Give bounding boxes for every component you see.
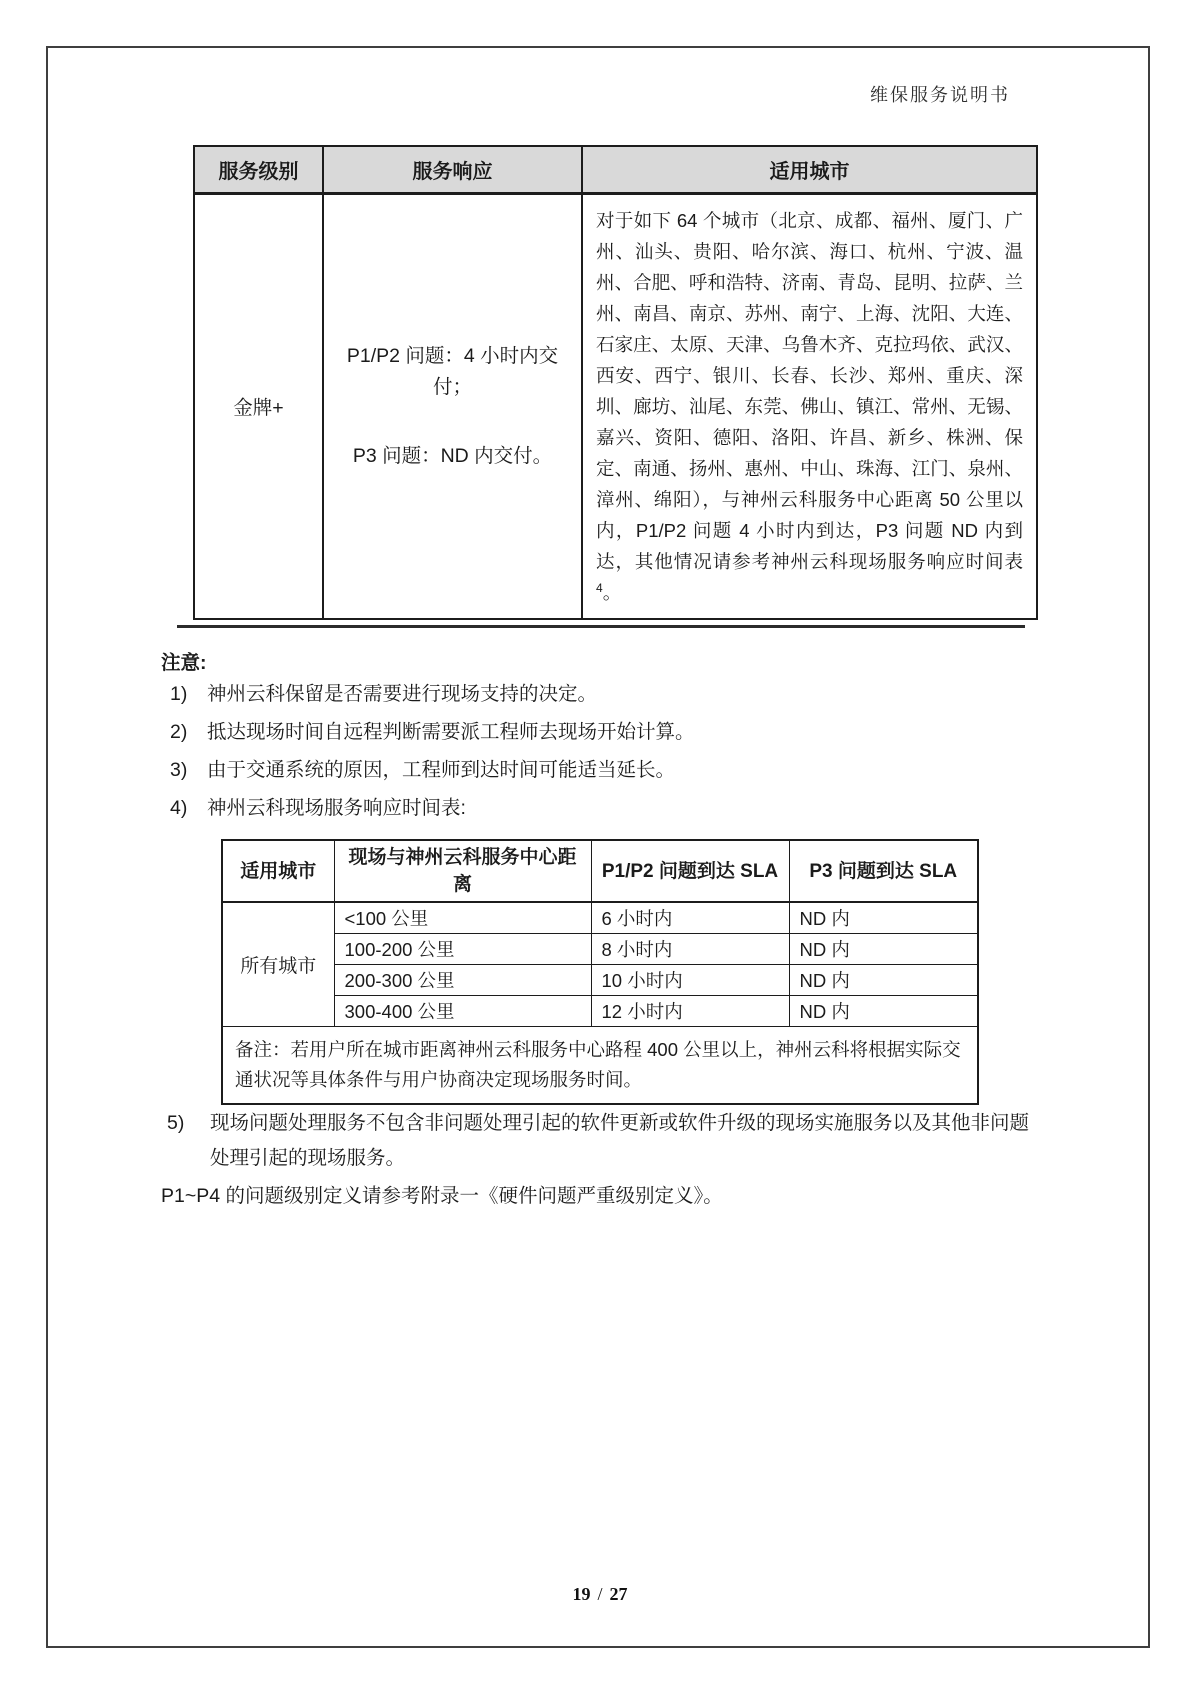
sla-remark-cell: 备注：若用户所在城市距离神州云科服务中心路程 400 公里以上，神州云科将根据实际交通状况等具体条件与用户协商决定现场服务时间。 xyxy=(222,1027,978,1105)
note-number: 5) xyxy=(167,1112,185,1134)
note-item-3 xyxy=(170,760,1070,781)
sla-table-row xyxy=(222,934,978,965)
service-level-table xyxy=(193,145,1038,620)
sla-table-header-row xyxy=(222,840,978,902)
document-header-title: 维保服务说明书 xyxy=(870,85,1010,105)
sla-p1p2-cell: 10 小时内 xyxy=(591,965,789,996)
notes-title: 注意: xyxy=(161,652,207,674)
note-text: 神州云科保留是否需要进行现场支持的决定。 xyxy=(207,683,598,705)
sla-p1p2-cell: 12 小时内 xyxy=(591,996,789,1027)
response-line-p1p2: P1/P2 问题：4 小时内交付； xyxy=(346,344,559,398)
note-number: 2) xyxy=(170,721,188,743)
sla-p3-cell: ND 内 xyxy=(789,996,978,1027)
service-table-header-row xyxy=(194,146,1037,193)
section-divider-rule xyxy=(177,625,1025,628)
sla-header-p1p2: P1/P2 问题到达 SLA xyxy=(591,840,789,902)
response-line-p3: P3 问题：ND 内交付。 xyxy=(352,444,553,467)
page-footer xyxy=(0,1584,1200,1605)
sla-table-row xyxy=(222,996,978,1027)
applicable-cities-cell xyxy=(582,193,1037,619)
note-number: 3) xyxy=(170,759,188,781)
appendix-reference-text: P1~P4 的问题级别定义请参考附录一《硬件问题严重级别定义》。 xyxy=(161,1185,723,1207)
note-text: 抵达现场时间自远程判断需要派工程师去现场开始计算。 xyxy=(207,721,695,743)
total-page-number: 27 xyxy=(609,1584,628,1604)
sla-remark-row xyxy=(222,1027,978,1105)
note-text: 由于交通系统的原因，工程师到达时间可能适当延长。 xyxy=(207,759,676,781)
notes-list xyxy=(170,684,1070,836)
note-number: 4) xyxy=(170,797,188,819)
service-table-header-cities: 适用城市 xyxy=(582,146,1037,193)
sla-city-group-cell: 所有城市 xyxy=(222,902,334,1027)
service-table-header-level: 服务级别 xyxy=(194,146,323,193)
sla-p1p2-cell: 8 小时内 xyxy=(591,934,789,965)
note-item-4 xyxy=(170,798,1070,819)
page-number-separator: / xyxy=(597,1584,603,1604)
note-text: 现场问题处理服务不包含非问题处理引起的软件更新或软件升级的现场实施服务以及其他非问题处理引起的现场服务。 xyxy=(210,1112,1030,1169)
sla-p3-cell: ND 内 xyxy=(789,965,978,996)
note-text: 神州云科现场服务响应时间表: xyxy=(207,797,466,819)
sla-table-row xyxy=(222,902,978,934)
cities-text: 对于如下 64 个城市（北京、成都、福州、厦门、广州、汕头、贵阳、哈尔滨、海口、杭州、宁波、温州、合肥、呼和浩特、济南、青岛、昆明、拉萨、兰州、南昌、南京、苏州、南宁、上海、沈阳、大连、石家庄、太原、天津、乌鲁木齐、克拉玛依、武汉、西安、西宁、银川、长春、长沙、郑州、重庆、深圳、廊坊、汕尾、东莞、佛山、镇江、常州、无锡、嘉兴、资阳、德阳、洛阳、许昌、新乡、株洲、保定、南通、扬州、惠州、中山、珠海、江门、泉州、漳州、绵阳），与神州云科服务中心距离 50 公里以内，P1/P2 问题 4 小时内到达，P3 问题 ND 内到达，其他情况请参考神州云科现场服务响应时间表 xyxy=(596,209,1023,572)
service-table-row xyxy=(194,193,1037,619)
note-number: 1) xyxy=(170,683,188,705)
footnote-marker: 4 xyxy=(596,580,603,595)
current-page-number: 19 xyxy=(572,1584,591,1604)
service-response-cell xyxy=(323,193,582,619)
sla-distance-cell: 300-400 公里 xyxy=(334,996,591,1027)
sla-table-row xyxy=(222,965,978,996)
sla-header-distance: 现场与神州云科服务中心距离 xyxy=(334,840,591,902)
sla-distance-cell: 100-200 公里 xyxy=(334,934,591,965)
note-item-1 xyxy=(170,684,1070,705)
cities-text-end: 。 xyxy=(602,581,622,603)
service-level-cell: 金牌+ xyxy=(194,193,323,619)
sla-header-city: 适用城市 xyxy=(222,840,334,902)
sla-response-table xyxy=(221,839,979,1105)
note-item-2 xyxy=(170,722,1070,743)
sla-distance-cell: 200-300 公里 xyxy=(334,965,591,996)
sla-p3-cell: ND 内 xyxy=(789,902,978,934)
service-table-header-response: 服务响应 xyxy=(323,146,582,193)
sla-distance-cell: <100 公里 xyxy=(334,902,591,934)
sla-header-p3: P3 问题到达 SLA xyxy=(789,840,978,902)
sla-p1p2-cell: 6 小时内 xyxy=(591,902,789,934)
note-item-5 xyxy=(167,1106,1045,1176)
sla-p3-cell: ND 内 xyxy=(789,934,978,965)
